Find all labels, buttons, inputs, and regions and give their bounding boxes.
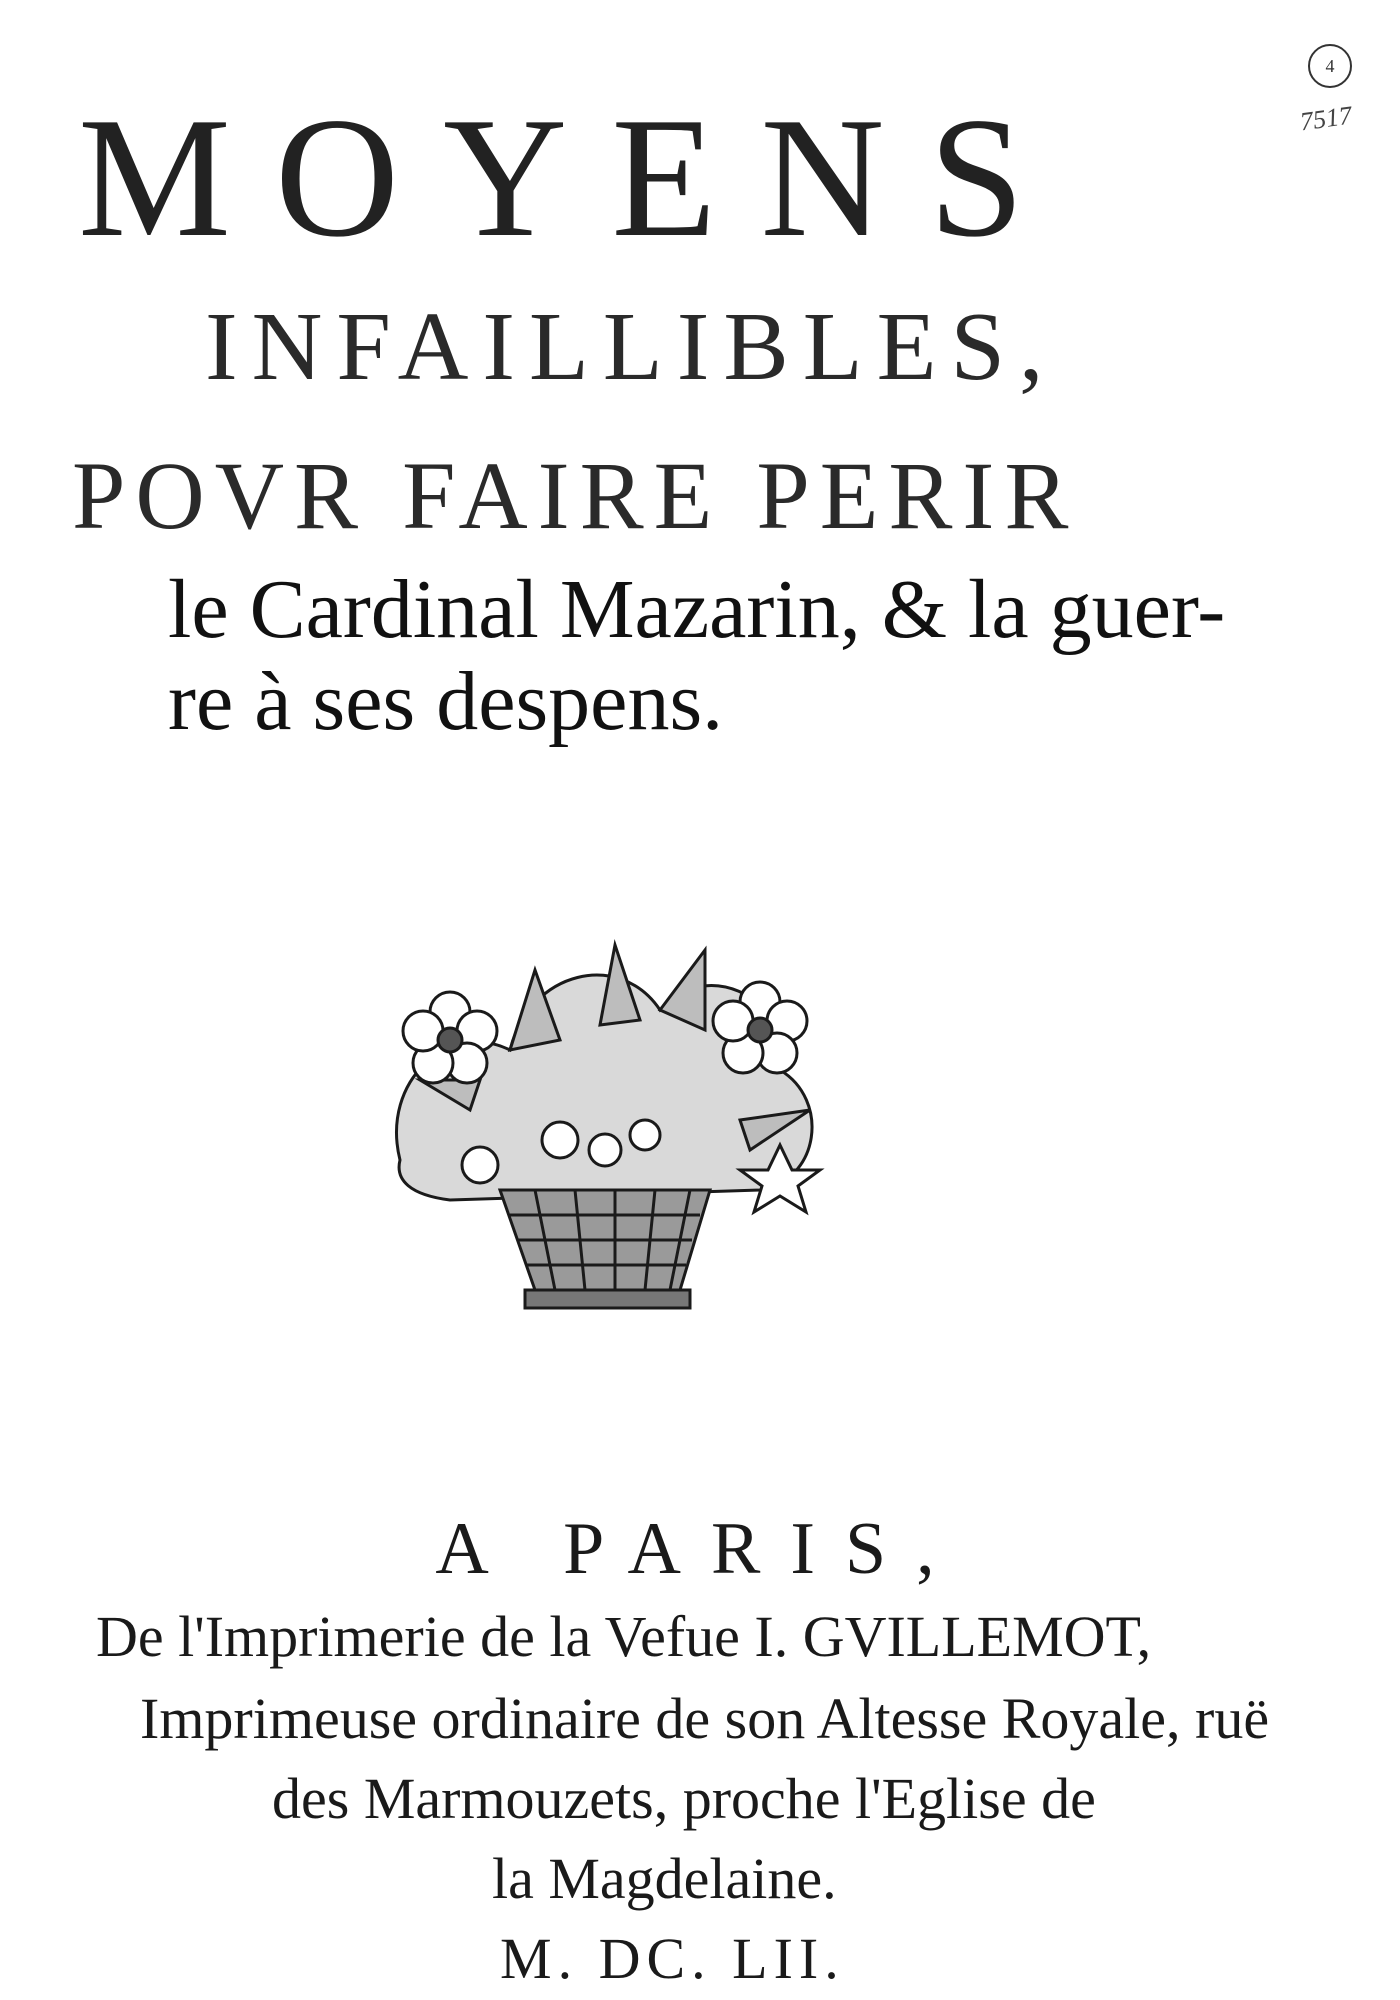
imprint-date: M. DC. LII.: [500, 1926, 845, 1991]
imprint-address-end: la Magdelaine.: [492, 1846, 837, 1911]
imprint-printer-title: Imprimeuse ordinaire de son Altesse Royale, ruë: [140, 1686, 1270, 1751]
title-main: MOYENS: [78, 83, 1069, 273]
flower-basket-icon: [360, 930, 840, 1330]
title-subtitle: INFAILLIBLES,: [205, 293, 1058, 401]
library-stamp: 4: [1308, 44, 1352, 88]
imprint-place: A PARIS,: [435, 1508, 965, 1590]
imprint-address: des Marmouzets, proche l'Eglise de: [272, 1766, 1096, 1831]
title-line-4: le Cardinal Mazarin, & la guer-: [168, 563, 1226, 656]
imprint-printer: De l'Imprimerie de la Vefue I. GVILLEMOT,: [96, 1604, 1152, 1669]
shelf-mark-note: 7517: [1298, 100, 1354, 137]
title-line-3: POVR FAIRE PERIR: [72, 442, 1079, 549]
title-line-5: re à ses despens.: [168, 655, 724, 748]
